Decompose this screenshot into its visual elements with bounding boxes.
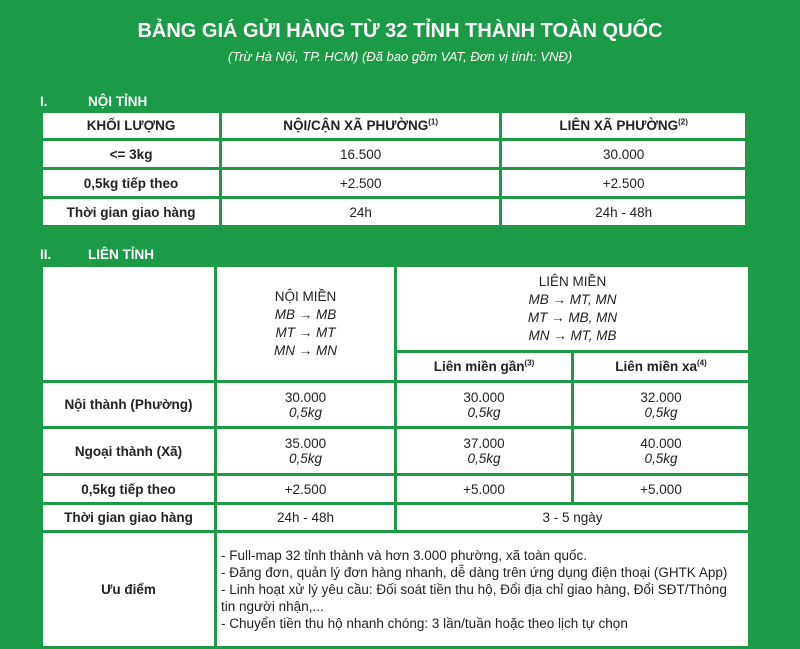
section-1-number: I. [40,94,48,109]
table-row [42,198,747,227]
page-title: BẢNG GIÁ GỬI HÀNG TỪ 32 TỈNH THÀNH TOÀN QUỐC [137,20,663,42]
route-line: MB → MT, MN [528,291,617,307]
route-line: MN → MN [274,342,337,358]
advantages-label: Ưu điểm [42,532,216,648]
time-cell: 24h [221,198,501,227]
table-row [42,428,750,475]
advantage-item: - Linh hoạt xử lý yêu cầu: Đối soát tiền thu hộ, Đổi địa chỉ giao hàng, Đổi SĐT/Thông tin người nhận,... [221,582,727,614]
row-label: <= 3kg [42,140,221,169]
page-subtitle: (Trừ Hà Nội, TP. HCM) (Đã bao gồm VAT, Đơn vị tính: VNĐ) [227,49,573,64]
advantage-item: - Đăng đơn, quản lý đơn hàng nhanh, dễ dàng trên ứng dụng điện thoại (GHTK App) [221,565,728,580]
route-line: MT → MB, MN [527,309,618,325]
header-noi-mien [216,266,396,382]
table-row [42,475,750,504]
interprovince-price-table [40,264,751,649]
price-cell: 40.000 0,5kg [573,428,750,475]
header-near-ward: NỘI/CẬN XÃ PHƯỜNG$^{(1)}$ [221,112,501,140]
header-weight: KHỐI LƯỢNG [42,112,221,140]
time-cell: 24h - 48h [216,504,396,532]
table-row [42,382,750,428]
header-lien-mien-xa: Liên miền $xa^{(4)}$ [573,352,750,382]
table-header-row [42,266,750,352]
header-inter-ward: LIÊN XÃ PHƯỜNG$^{(2)}$ [501,112,747,140]
row-label: 0,5kg tiếp theo [42,475,216,504]
price-cell: 30.000 0,5kg [396,382,573,428]
advantage-item: - Full-map 32 tỉnh thành và hơn 3.000 phường, xã toàn quốc. [221,548,587,563]
advantages-list [216,532,750,648]
price-cell: 35.000 0,5kg [216,428,396,475]
price-cell: 30.000 0,5kg [216,382,396,428]
empty-corner-cell [42,266,216,382]
time-cell: 24h - 48h [501,198,747,227]
price-cell: 32.000 0,5kg [573,382,750,428]
row-label: Thời gian giao hàng [42,198,221,227]
price-cell: 37.000 0,5kg [396,428,573,475]
price-cell: +5.000 [573,475,750,504]
table-row [42,504,750,532]
price-cell: +2.500 [501,169,747,198]
header-lien-mien [396,266,750,352]
section-2-heading [40,247,154,262]
route-line: MB → MB [274,306,337,322]
table-row [42,140,747,169]
row-label: Ngoại thành (Xã) [42,428,216,475]
row-label: 0,5kg tiếp theo [42,169,221,198]
noi-mien-title: NỘI MIỀN [274,288,337,304]
time-cell: 3 - 5 ngày [396,504,750,532]
advantage-item: - Chuyển tiền thu hộ nhanh chóng: 3 lần/tuần hoặc theo lịch tự chọn [221,616,628,631]
advantages-row [42,532,750,648]
section-1-title: NỘI TỈNH [88,94,148,109]
route-line: MT → MT [275,324,336,340]
route-line: MN → MT, MB [528,327,617,343]
header-lien-mien-gan: Liên miền gần$^{(3)}$ [396,352,573,382]
table-header-row [42,112,747,140]
price-cell: +5.000 [396,475,573,504]
section-1-heading [40,94,147,109]
price-cell: +2.500 [216,475,396,504]
table-row [42,169,747,198]
price-cell: 30.000 [501,140,747,169]
domestic-price-table [40,110,748,228]
price-cell: +2.500 [221,169,501,198]
section-2-number: II. [40,247,52,262]
row-label: Thời gian giao hàng [42,504,216,532]
lien-mien-title: LIÊN MIỀN [538,273,607,289]
row-label: Nội thành (Phường) [42,382,216,428]
price-cell: 16.500 [221,140,501,169]
section-2-title: LIÊN TỈNH [88,247,154,262]
